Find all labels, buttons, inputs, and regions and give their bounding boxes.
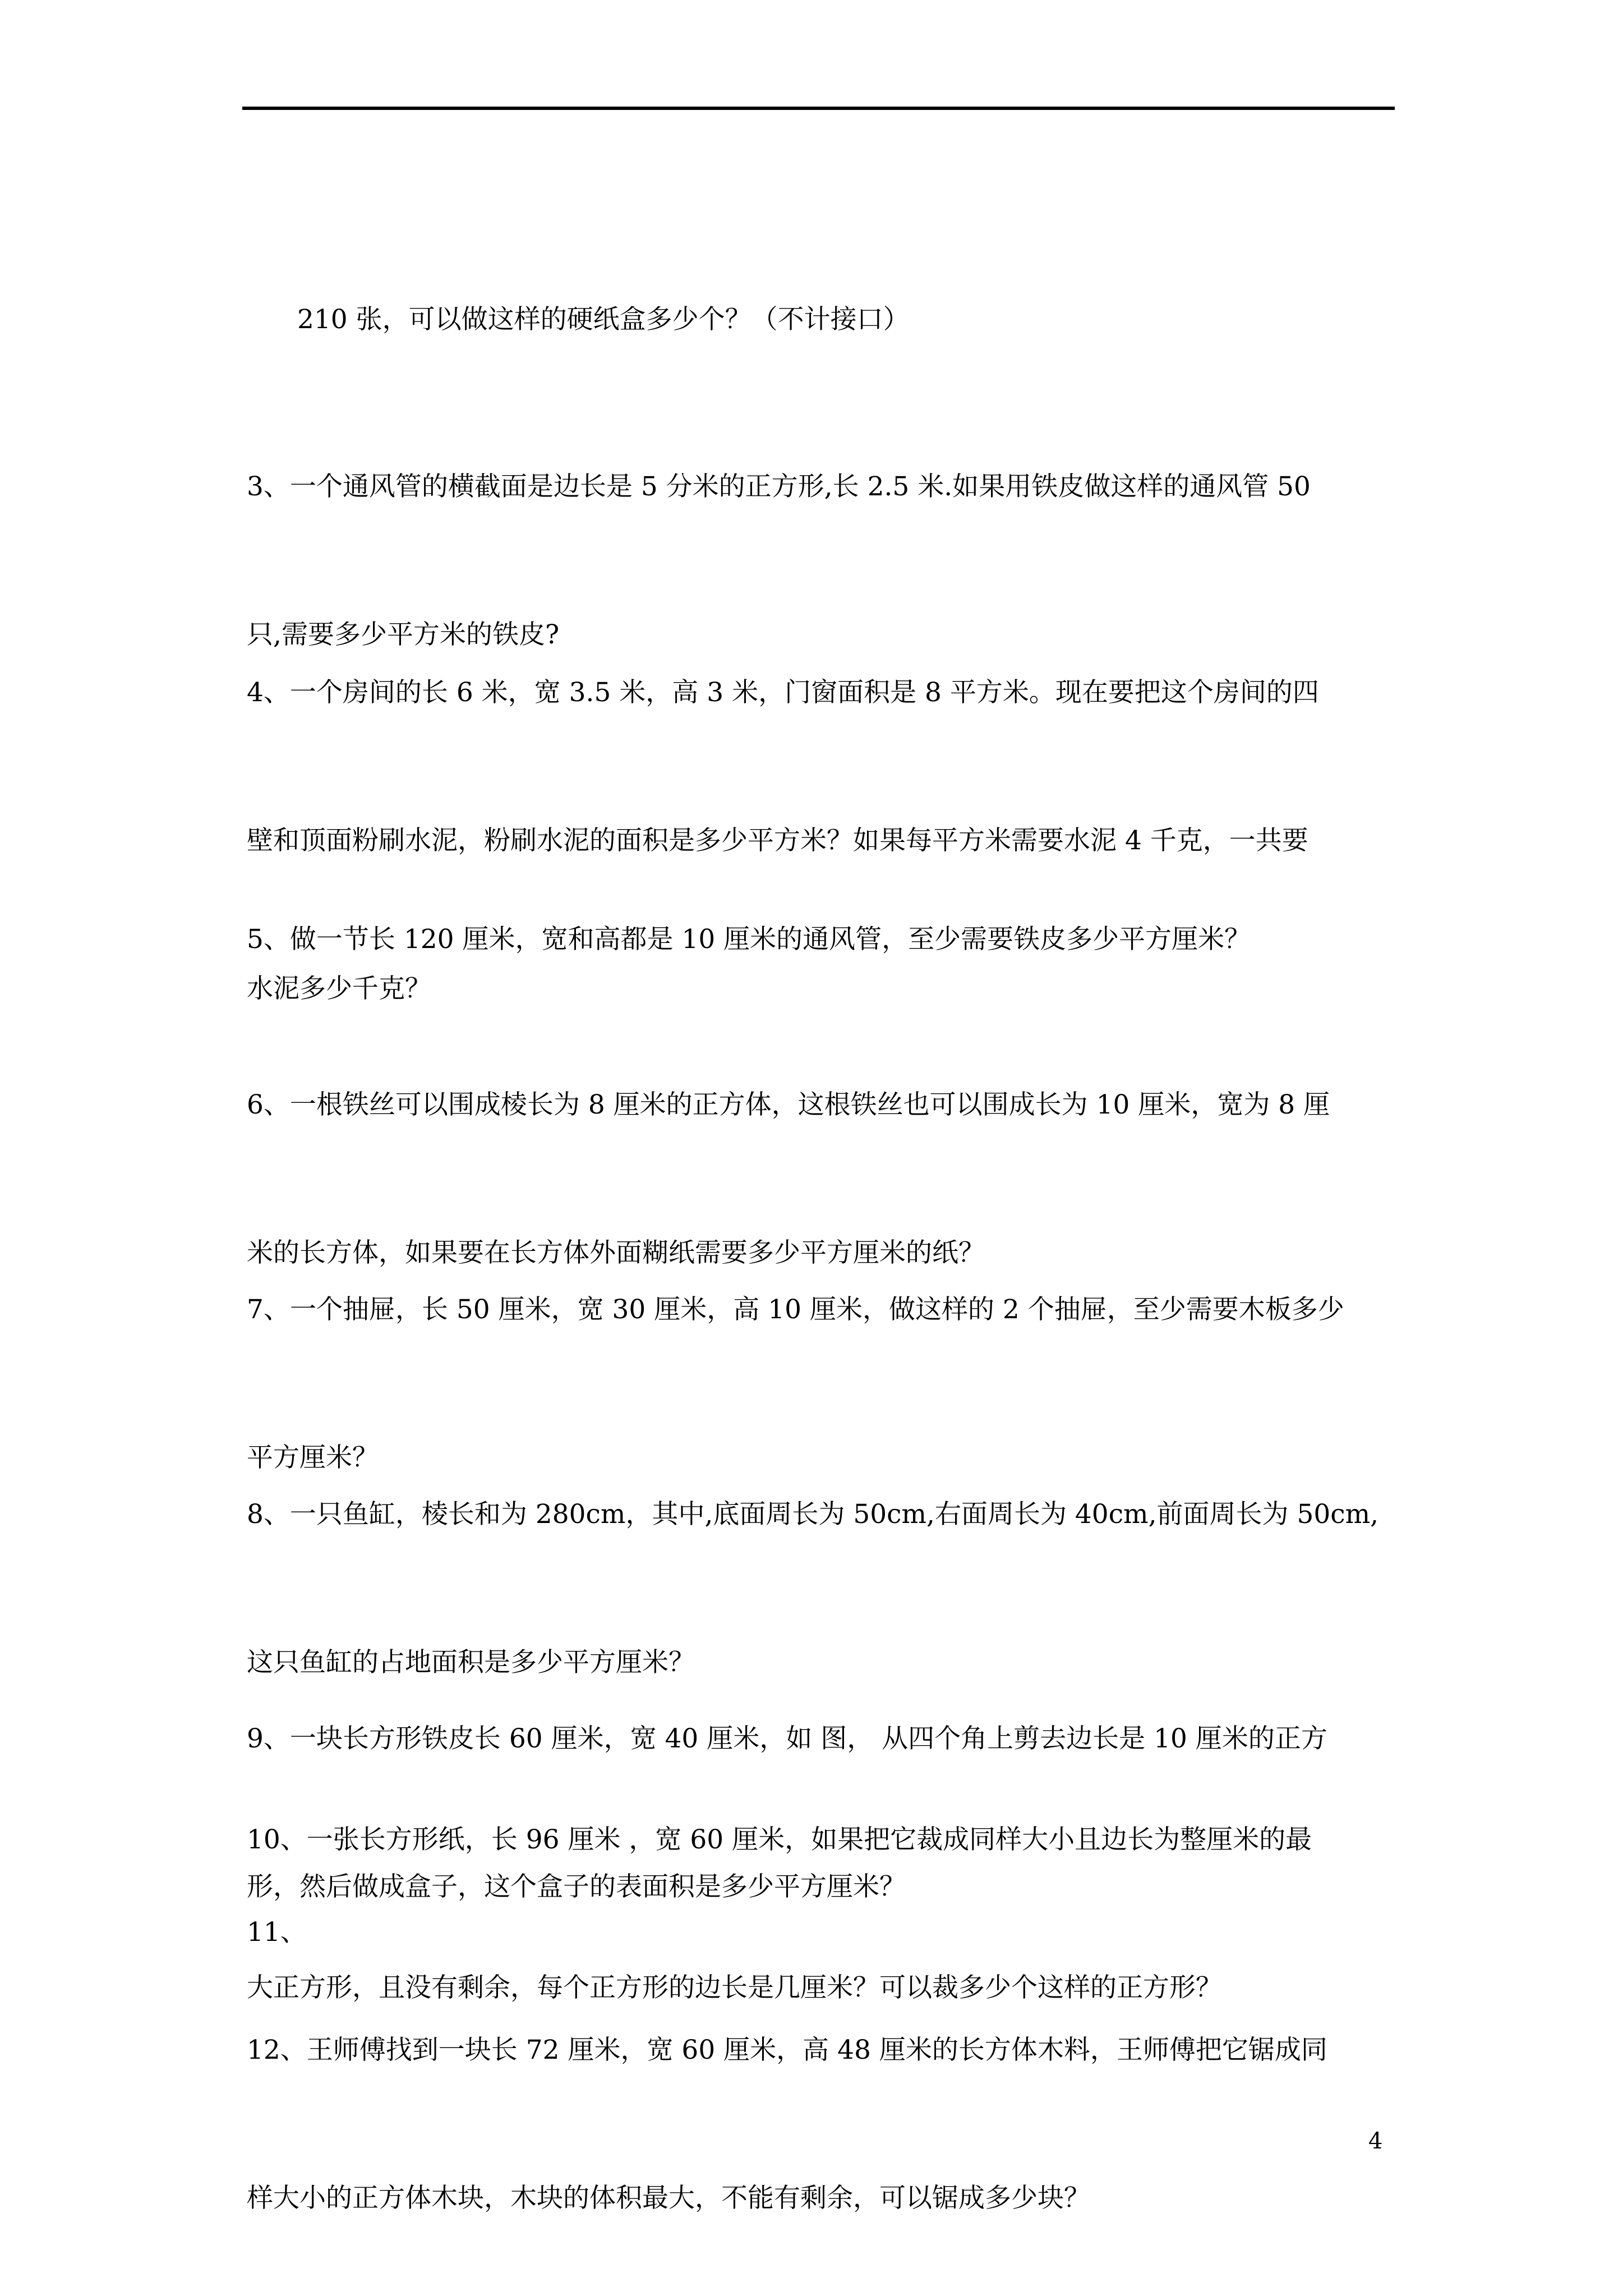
question-line: 样大小的正方体木块，木块的体积最大，不能有剩余，可以锯成多少块？	[247, 2183, 1090, 2214]
question-line: 米的长方体，如果要在长方体外面糊纸需要多少平方厘米的纸？	[247, 1237, 985, 1268]
question-line: 5、做一节长 120 厘米，宽和高都是 10 厘米的通风管，至少需要铁皮多少平方厘米？	[247, 924, 1251, 955]
question-line: 210 张，可以做这样的硬纸盒多少个？（不计接口）	[297, 304, 910, 335]
question-line: 12、王师傅找到一块长 72 厘米，宽 60 厘米，高 48 厘米的长方体木料，王师傅把它锯成同	[247, 2035, 1327, 2065]
question-line: 11、	[247, 1917, 307, 1948]
question-line: 这只鱼缸的占地面积是多少平方厘米？	[247, 1647, 695, 1678]
question-line: 形，然后做成盒子，这个盒子的表面积是多少平方厘米？	[247, 1871, 906, 1902]
header-rule	[242, 107, 1395, 110]
question-line: 平方厘米？	[247, 1442, 379, 1473]
question-line: 7、一个抽屉，长 50 厘米，宽 30 厘米，高 10 厘米，做这样的 2 个抽屉，至少需要木板多少	[247, 1294, 1344, 1325]
question-line: 6、一根铁丝可以围成棱长为 8 厘米的正方体，这根铁丝也可以围成长为 10 厘米，宽为 8 厘	[247, 1089, 1330, 1120]
question-line: 8、一只鱼缸，棱长和为 280cm，其中,底面周长为 50cm,右面周长为 40cm,前面周长为 50cm,	[247, 1499, 1379, 1530]
question-line: 3、一个通风管的横截面是边长是 5 分米的正方形,长 2.5 米.如果用铁皮做这样的通风管 50	[247, 471, 1311, 502]
question-line: 10、一张长方形纸，长 96 厘米 ，宽 60 厘米，如果把它裁成同样大小且边长为整厘米的最	[247, 1824, 1312, 1855]
question-line: 大正方形，且没有剩余，每个正方形的边长是几厘米？可以裁多少个这样的正方形？	[247, 1972, 1222, 2003]
question-line: 4、一个房间的长 6 米，宽 3.5 米，高 3 米，门窗面积是 8 平方米。现在要把这个房间的四	[247, 677, 1319, 708]
question-line: 水泥多少千克？	[247, 973, 431, 1004]
question-line: 只,需要多少平方米的铁皮?	[247, 619, 560, 650]
page-number: 4	[1368, 2128, 1383, 2154]
question-line: 9、一块长方形铁皮长 60 厘米，宽 40 厘米，如 图， 从四个角上剪去边长是 10 厘米的正方	[247, 1723, 1327, 1754]
question-12	[247, 1927, 1402, 2272]
question-line: 壁和顶面粉刷水泥，粉刷水泥的面积是多少平方米？如果每平方米需要水泥 4 千克，一共要	[247, 825, 1308, 856]
